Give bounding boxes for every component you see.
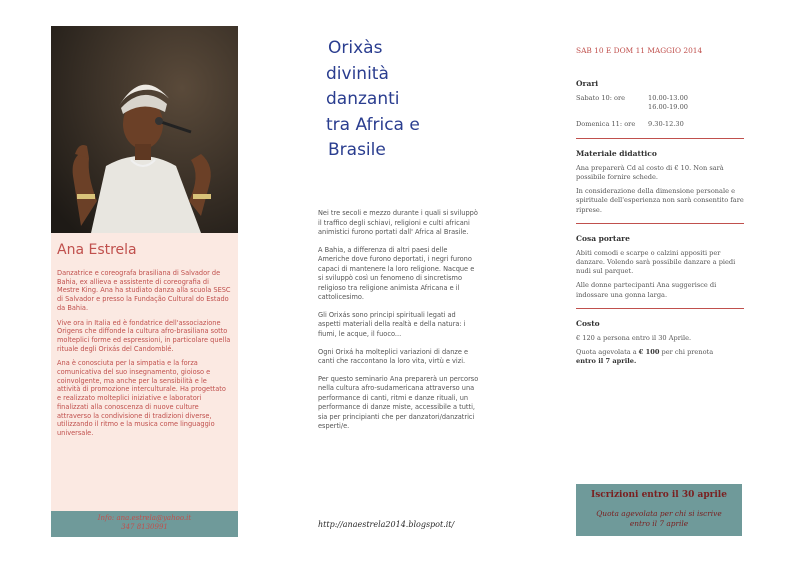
description-paragraph: Ogni Orixá ha molteplici variazioni di danze e canti che raccontano la loro vita, virtù e vizi.	[318, 347, 469, 366]
materiale-heading: Materiale didattico	[576, 148, 657, 158]
title-line: Orixàs	[328, 38, 383, 58]
description-paragraph: Gli Orixás sono principi spirituali legati ad aspetti materiali della realtà e della natura: i fiumi, le acque, il fuoco...	[318, 310, 466, 339]
description-paragraph: Nei tre secoli e mezzo durante i quali si sviluppò il traffico degli schiavi, religioni e culti africani animistici furono portati dall' Africa al Brasile.	[318, 209, 478, 237]
costo-discount-post: per chi prenota	[659, 348, 714, 357]
costo-discount-text	[576, 348, 744, 366]
registration-subtitle	[576, 509, 742, 528]
section-divider	[576, 138, 744, 139]
bio-text	[57, 269, 232, 438]
schedule-time: 9.30-12.30	[648, 120, 684, 129]
registration-sub-line: entro il 7 aprile	[629, 518, 689, 528]
title-line: danzanti	[326, 89, 400, 109]
bio-paragraph: Vive ora in Italia ed è fondatrice dell'associazione Origens che diffonde la cultura afro-brasiliana sotto molteplici forme ed espressioni, in particolare quella rituale degli Orixás del Candomblé.	[57, 318, 231, 353]
blog-link[interactable]: http://anaestrela2014.blogspot.it/	[318, 520, 455, 529]
materiale-text: Ana preparerà Cd al costo di € 10. Non sarà possibile fornire schede.	[576, 163, 724, 181]
title-block	[318, 36, 480, 164]
title-line: divinità	[326, 63, 389, 84]
main-title	[318, 36, 480, 164]
section-divider	[576, 308, 744, 309]
orari-heading: Orari	[576, 79, 599, 88]
singer-photo	[51, 26, 238, 233]
schedule-day: Sabato 10: ore	[576, 94, 626, 102]
costo-discount-price: € 100	[638, 348, 660, 357]
portare-text: Abiti comodi e scarpe o calzini appositi per danzare. Volendo sarà possibile danzare a piedi nudi sul parquet.	[576, 248, 736, 276]
left-panel	[51, 26, 238, 537]
schedule-day	[576, 103, 648, 112]
event-date: SAB 10 E DOM 11 MAGGIO 2014	[576, 46, 703, 55]
description-paragraph: A Bahia, a differenza di altri paesi delle Americhe dove furono deportati, i negri furono capaci di mantenere la loro religione. Nacque e si sviluppò così un fenomeno di sincretismo religioso tra religione animista Africana e il cattolicesimo.	[318, 245, 475, 302]
schedule-day: Domenica 11: ore	[576, 120, 636, 129]
description-paragraph: Per questo seminario Ana preparerà un percorso nella cultura afro-sudamericana attraverso una performance di canti, ritmi e danze rituali, un performance di danze miste, accessibile a tutti, sia per principianti che per danzatori/danzatrici esperti/e.	[318, 374, 479, 431]
materiale-text: In considerazione della dimensione personale e spirituale dell'esperienza non sarà consentito fare riprese.	[576, 187, 744, 214]
contact-info-bar	[51, 511, 238, 537]
costo-heading: Costo	[576, 318, 600, 328]
bio-paragraph: Ana è conosciuta per la simpatia e la forza comunicativa del suo insegnamento, gioioso e coinvolgente, ma anche per la sensibilità e le attività di promozione interculturale. Ha progettato e realizzato molteplici iniziative e laboratori finalizzati alla conoscenza di nuove culture attraverso la condivisione di tradizioni diverse, utilizzando il ritmo e la musica come linguaggio universale.	[57, 359, 226, 437]
registration-sub-line: Quota agevolata per chi si iscrive	[596, 509, 722, 518]
contact-email[interactable]: Info: ana.estrela@yahoo.it	[97, 514, 192, 522]
registration-box	[576, 484, 742, 536]
costo-text: € 120 a persona entro il 30 Aprile.	[576, 333, 692, 342]
costo-discount-pre: Quota agevolata a	[576, 348, 639, 357]
schedule-row	[576, 120, 744, 129]
registration-title: Iscrizioni entro il 30 aprile	[591, 490, 727, 500]
title-line: Brasile	[328, 140, 386, 160]
schedule-row	[576, 94, 744, 103]
contact-phone[interactable]: 347 8130991	[121, 523, 168, 532]
portare-heading: Cosa portare	[576, 233, 630, 243]
title-line: tra Africa e	[326, 114, 420, 135]
schedule-time: 16.00-19.00	[648, 103, 688, 112]
bio-section	[51, 233, 238, 513]
schedule-time: 10.00-13.00	[648, 94, 688, 102]
portare-text: Alle donne partecipanti Ana suggerisce di indossare una gonna larga.	[576, 281, 717, 299]
artist-name: Ana Estrela	[57, 242, 137, 258]
details-panel	[576, 46, 744, 372]
costo-discount-deadline: entro il 7 aprile.	[576, 357, 637, 366]
section-divider	[576, 223, 744, 224]
schedule-row	[576, 103, 744, 112]
bio-paragraph: Danzatrice e coreografa brasiliana di Salvador de Bahia, ex allieva e assistente di coreografia di Mestre King. Ana ha studiato danza alla scuola SESC di Salvador e presso la Fundação Cultural do Estado da Bahia.	[57, 269, 231, 312]
description-text	[318, 209, 480, 440]
